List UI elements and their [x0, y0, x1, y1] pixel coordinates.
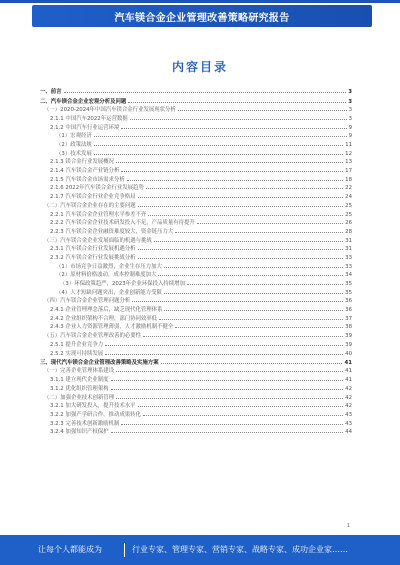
- page-footer: [0, 523, 400, 565]
- toc-leader-dots: [105, 344, 343, 346]
- toc-entry[interactable]: [40, 87, 352, 96]
- toc-leader-dots: [159, 318, 343, 320]
- toc-entry-title: 2.1.5 汽车镁合金市场需求分析: [50, 176, 125, 183]
- toc-entry-title: （四）汽车镁合金企业管理问题分析: [44, 298, 131, 305]
- toc-entry[interactable]: [40, 270, 352, 279]
- toc-entry-page: 41: [344, 359, 352, 366]
- toc-entry[interactable]: [40, 157, 352, 166]
- toc-entry-title: 2.1.6 2022年汽车镁合金行业发展趋势: [50, 185, 144, 192]
- toc-leader-dots: [164, 309, 343, 311]
- toc-leader-dots: [130, 118, 347, 120]
- toc-entry[interactable]: [40, 226, 352, 235]
- toc-leader-dots: [178, 109, 347, 111]
- toc-entry-title: 2.3.1 汽车镁合金行业发展机遇分析: [50, 246, 136, 253]
- toc-entry[interactable]: [40, 278, 352, 287]
- toc-entry-page: 43: [345, 420, 352, 427]
- toc-leader-dots: [175, 326, 343, 328]
- toc-leader-dots: [187, 283, 343, 285]
- toc-entry[interactable]: [40, 174, 352, 183]
- toc-entry[interactable]: [40, 148, 352, 157]
- toc-leader-dots: [121, 423, 343, 425]
- toc-entry[interactable]: [40, 105, 352, 114]
- toc-entry-page: 39: [345, 333, 352, 340]
- toc-entry-title: 3.1.1 建立现代企业制度: [50, 377, 109, 384]
- toc-leader-dots: [154, 240, 343, 242]
- toc-entry[interactable]: [40, 409, 352, 418]
- toc-entry-title: 3.2.1 加大研发投入，提升技术水平: [50, 403, 136, 410]
- toc-leader-dots: [111, 431, 344, 433]
- toc-entry[interactable]: [40, 139, 352, 148]
- toc-leader-dots: [105, 353, 343, 355]
- toc-entry-page: 34: [345, 272, 352, 279]
- toc-entry-page: 25: [345, 211, 352, 218]
- toc-leader-dots: [128, 101, 346, 103]
- toc-entry-title: （五）汽车镁合金企业管理改善的必要性: [44, 333, 142, 340]
- toc-entry[interactable]: [40, 322, 352, 331]
- toc-entry-title: （1）宏观经济: [56, 133, 92, 140]
- toc-entry-page: 39: [345, 341, 352, 348]
- toc-entry[interactable]: [40, 191, 352, 200]
- toc-leader-dots: [175, 231, 343, 233]
- toc-entry-title: （3）环保政策趋严，2023年企业环保投入持续增加: [60, 281, 185, 287]
- toc-entry-title: 2.1.3 镁合金行业发展概况: [50, 159, 114, 166]
- toc-entry[interactable]: [40, 366, 352, 375]
- toc-entry-page: 28: [345, 228, 352, 235]
- toc-leader-dots: [158, 274, 343, 276]
- page-number: 1: [346, 523, 350, 529]
- toc-entry-page: 35: [345, 281, 352, 287]
- toc-entry[interactable]: [40, 296, 352, 305]
- toc-entry-page: 41: [345, 368, 352, 375]
- toc-leader-dots: [143, 414, 343, 416]
- toc-entry-page: 9: [348, 133, 352, 140]
- toc-entry-page: 9: [348, 124, 352, 131]
- toc-entry[interactable]: [40, 96, 352, 105]
- footer-slogan-right: 行业专家、管理专家、营销专家、战略专家、成功企业家……: [132, 545, 348, 554]
- toc-entry[interactable]: [40, 218, 352, 227]
- toc-entry-title: 3.2.2 加强产学研合作，推动成果转化: [50, 411, 141, 418]
- toc-entry-title: 三、现代汽车镁合金企业管理改善策略及实施方案: [40, 359, 159, 366]
- toc-leader-dots: [197, 222, 343, 224]
- toc-heading: 内容目录: [171, 60, 228, 74]
- toc-entry-title: 2.2.1 汽车镁合金企业管理水平参差不齐: [50, 211, 147, 218]
- toc-entry[interactable]: [40, 357, 352, 366]
- toc-entry-title: 2.2.3 汽车镁合金企业融资难度较大，资金链压力大: [50, 228, 174, 235]
- toc-entry[interactable]: [40, 165, 352, 174]
- toc-leader-dots: [111, 379, 344, 381]
- footer-slogan-left: 让每个人都能成为: [38, 545, 102, 554]
- toc-entry[interactable]: [40, 427, 352, 436]
- toc-entry-page: 12: [345, 150, 352, 157]
- footer-divider: [124, 543, 125, 557]
- toc-entry-title: 2.4.2 企业组织架构不合理，部门协同效率低: [50, 315, 158, 322]
- toc-entry-page: 36: [345, 307, 352, 314]
- toc-leader-dots: [127, 179, 343, 181]
- table-of-contents: [40, 86, 352, 435]
- toc-entry-page: 22: [345, 185, 352, 192]
- toc-entry-page: 3: [348, 89, 352, 96]
- toc-entry-page: 42: [345, 394, 352, 401]
- toc-entry-page: 44: [345, 429, 352, 436]
- toc-entry-title: （一）2020-2024年中国汽车镁合金行业发展现状分析: [44, 107, 176, 114]
- toc-leader-dots: [138, 196, 344, 198]
- toc-entry-page: 43: [345, 411, 352, 418]
- toc-entry-page: 25: [345, 202, 352, 209]
- toc-entry[interactable]: [40, 339, 352, 348]
- toc-leader-dots: [146, 187, 343, 189]
- toc-entry-page: 3: [348, 115, 352, 122]
- toc-entry[interactable]: [40, 348, 352, 357]
- toc-entry-title: 2.3.2 汽车镁合金行业发展挑战分析: [50, 254, 136, 261]
- toc-entry[interactable]: [40, 252, 352, 261]
- toc-entry-page: 36: [345, 298, 352, 305]
- toc-entry[interactable]: [40, 131, 352, 140]
- toc-leader-dots: [111, 388, 344, 390]
- toc-entry-title: 2.1.4 汽车镁合金产业链分析: [50, 168, 120, 175]
- toc-entry[interactable]: [40, 330, 352, 339]
- toc-entry-title: （二）加强企业技术创新管理: [44, 394, 115, 401]
- toc-entry-page: 3: [348, 107, 352, 114]
- toc-leader-dots: [94, 153, 343, 155]
- toc-leader-dots: [164, 292, 343, 294]
- toc-entry[interactable]: [40, 401, 352, 410]
- toc-leader-dots: [94, 144, 343, 146]
- toc-entry[interactable]: [40, 244, 352, 253]
- toc-entry-page: 38: [345, 324, 352, 331]
- header-top-bar: [0, 0, 400, 3]
- toc-entry-title: （2）原材料价格波动，成本控制难度加大: [56, 272, 157, 279]
- toc-entry-title: （3）技术发展: [56, 150, 92, 157]
- toc-leader-dots: [121, 127, 346, 129]
- toc-entry[interactable]: [40, 374, 352, 383]
- toc-entry[interactable]: [40, 235, 352, 244]
- toc-entry[interactable]: [40, 113, 352, 122]
- toc-entry-page: 35: [345, 289, 352, 296]
- toc-entry-page: 13: [345, 159, 352, 166]
- toc-leader-dots: [116, 397, 343, 399]
- toc-entry-page: 31: [345, 246, 352, 253]
- toc-leader-dots: [148, 214, 343, 216]
- toc-entry-page: 42: [345, 403, 352, 410]
- toc-entry-page: 26: [345, 220, 352, 227]
- toc-entry-title: 3.2.4 加强知识产权保护: [50, 429, 109, 436]
- toc-entry-page: 24: [345, 194, 352, 201]
- toc-entry[interactable]: [40, 383, 352, 392]
- toc-entry-title: 2.1.2 中国汽车行业运营环境: [50, 124, 120, 131]
- toc-entry-title: 2.4.3 企业人力资源管理薄弱，人才激励机制不健全: [50, 324, 174, 331]
- toc-leader-dots: [138, 248, 344, 250]
- toc-leader-dots: [161, 362, 343, 364]
- toc-entry-title: （三）汽车镁合金企业发展面临的机遇与挑战: [44, 237, 152, 244]
- toc-leader-dots: [94, 135, 347, 137]
- toc-entry-title: 2.4.1 企业管理理念落后，缺乏现代化管理体系: [50, 307, 163, 314]
- toc-entry-page: 31: [345, 237, 352, 244]
- toc-entry-title: （2）政策法规: [56, 142, 92, 148]
- toc-leader-dots: [138, 257, 344, 259]
- toc-entry[interactable]: [40, 287, 352, 296]
- toc-entry-page: 41: [345, 377, 352, 384]
- toc-leader-dots: [64, 91, 347, 93]
- toc-entry[interactable]: [40, 418, 352, 427]
- toc-entry-title: 二、汽车镁合金企业宏观分析及问题: [40, 98, 127, 105]
- toc-entry[interactable]: [40, 261, 352, 270]
- toc-leader-dots: [121, 170, 343, 172]
- header-title-band: [32, 5, 372, 27]
- toc-entry-page: 33: [345, 254, 352, 261]
- toc-entry[interactable]: [40, 200, 352, 209]
- toc-leader-dots: [116, 370, 343, 372]
- toc-entry-title: 2.5.2 实现可持续发展: [50, 350, 104, 357]
- toc-entry-page: 11: [345, 142, 352, 148]
- toc-leader-dots: [138, 405, 344, 407]
- toc-entry-title: （4）人才短缺问题突出，企业创新能力受限: [56, 289, 162, 296]
- toc-entry-page: 33: [345, 263, 352, 270]
- toc-entry-page: 17: [345, 168, 352, 175]
- toc-entry-page: 42: [345, 385, 352, 392]
- toc-entry[interactable]: [40, 313, 352, 322]
- toc-entry-page: 3: [348, 98, 352, 105]
- toc-entry[interactable]: [40, 122, 352, 131]
- toc-entry-page: 18: [345, 176, 352, 183]
- toc-entry[interactable]: [40, 183, 352, 192]
- toc-entry-title: 2.5.1 提升企业竞争力: [50, 341, 104, 348]
- toc-leader-dots: [116, 161, 343, 163]
- toc-leader-dots: [143, 335, 343, 337]
- toc-entry-title: 2.1.1 中国汽车2022年运营数据: [50, 115, 128, 122]
- toc-entry-title: 3.1.2 优化组织管理架构: [50, 385, 109, 392]
- toc-entry-title: 2.2.2 汽车镁合金企业技术研发投入不足，产品质量有待提升: [50, 220, 195, 227]
- toc-entry-title: 3.2.3 完善技术创新激励机制: [50, 420, 120, 427]
- toc-entry[interactable]: [40, 304, 352, 313]
- toc-entry-title: 2.1.7 汽车镁合金行业企业竞争格局: [50, 194, 136, 201]
- toc-entry-page: 37: [345, 315, 352, 322]
- toc-entry-page: 40: [345, 350, 352, 357]
- toc-entry-title: 一、前言: [40, 89, 62, 96]
- toc-leader-dots: [138, 205, 343, 207]
- page-header: [0, 0, 400, 34]
- toc-leader-dots: [132, 300, 343, 302]
- toc-entry[interactable]: [40, 392, 352, 401]
- report-title: 汽车镁合金企业管理改善策略研究报告: [114, 12, 290, 24]
- toc-entry-title: （一）完善企业管理体系建设: [44, 368, 115, 375]
- toc-entry-title: （1）市场竞争日益激烈，企业生存压力加大: [56, 263, 162, 270]
- toc-leader-dots: [164, 266, 343, 268]
- toc-entry-title: （二）汽车镁合金企业存在的主要问题: [44, 202, 136, 209]
- toc-entry[interactable]: [40, 209, 352, 218]
